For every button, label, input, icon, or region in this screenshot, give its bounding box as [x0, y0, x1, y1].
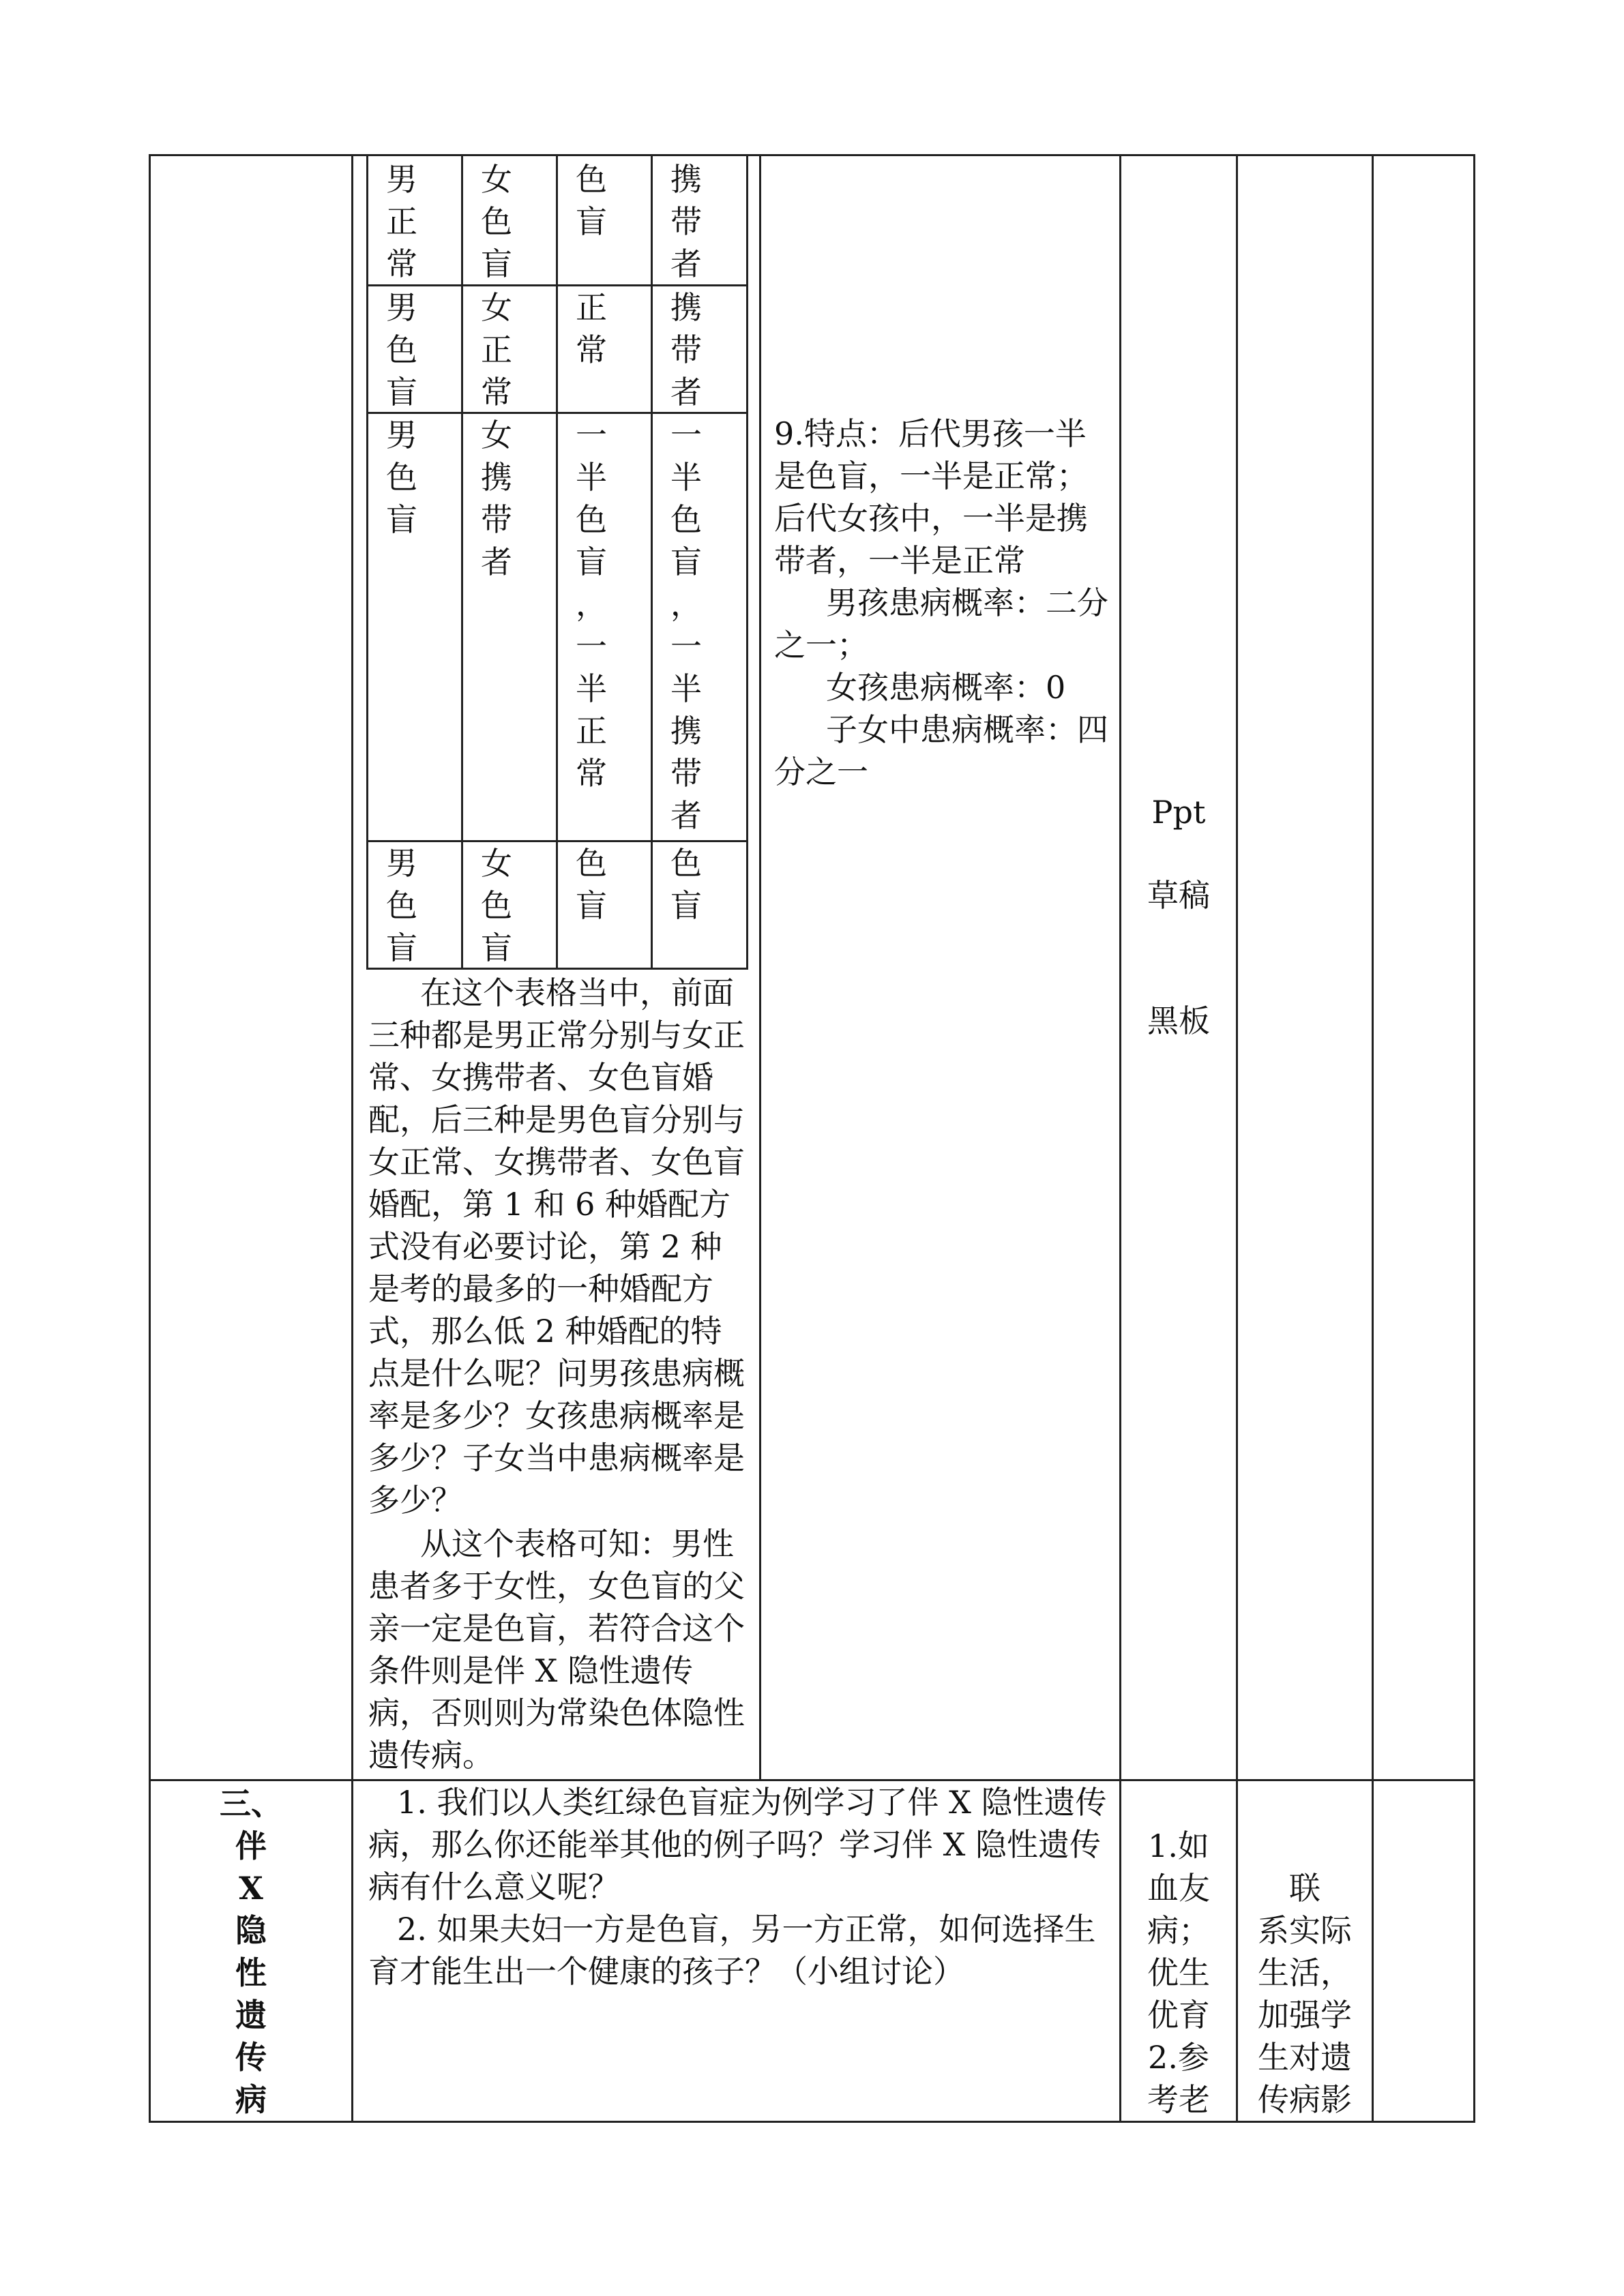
outer-bottom-line [149, 2121, 1475, 2123]
inner-cell: 男 正 常 [386, 161, 417, 282]
inner-cell: 男 色 盲 [386, 417, 417, 538]
purpose: 联 系实际 生活， 加强学 生对遗 传病影 [1258, 1870, 1352, 2118]
inner-col-line-0 [366, 154, 368, 970]
outer-col-line-2 [759, 154, 761, 1781]
media-ppt: Ppt [1151, 794, 1206, 831]
inner-cell: 男 色 盲 [386, 845, 417, 966]
inner-col-line-1 [461, 154, 463, 970]
inner-cell: 男 色 盲 [386, 289, 417, 411]
inner-cell: 色 盲 [576, 161, 607, 240]
outer-col-line-6 [1473, 154, 1475, 2123]
inner-col-line-4 [746, 154, 748, 970]
table-conclusion-paragraph: 从这个表格可知：男性患者多于女性，女色盲的父亲一定是色盲，若符合这个条件则是伴 X 隐性遗传病，否则则为常染色体隐性遗传病。 [368, 1525, 745, 1774]
inner-cell: 色 盲 [576, 845, 607, 924]
media-draft: 草稿 [1147, 877, 1210, 914]
outer-col-line-4 [1236, 154, 1238, 2123]
inner-cell: 携 带 者 [670, 289, 702, 411]
inner-cell: 女 色 盲 [481, 161, 512, 282]
inner-cell: 正 常 [576, 289, 607, 368]
question-2: 2. 如果夫妇一方是色盲，另一方正常，如何选择生育才能生出一个健康的孩子？（小组讨论） [368, 1911, 1096, 1990]
inner-cell: 女 正 常 [481, 289, 512, 411]
question-1: 1. 我们以人类红绿色盲症为例学习了伴 X 隐性遗传病，那么你还能举其他的例子吗？学习伴 X 隐性遗传病有什么意义呢？ [368, 1784, 1107, 1905]
inner-cell: 携 带 者 [670, 161, 702, 282]
inner-col-line-2 [556, 154, 558, 970]
inner-cell: 一 半 色 盲 ， 一 半 正 常 [576, 417, 607, 792]
inner-cell: 女 携 带 者 [481, 417, 512, 580]
child-probability: 子女中患病概率：四分之一 [774, 711, 1108, 790]
inner-col-line-3 [651, 154, 653, 970]
outer-col-line-5 [1372, 154, 1374, 2123]
section-heading: 三、 伴 X 隐 性 遗 传 病 [220, 1785, 282, 2118]
table-explanation-paragraph: 在这个表格当中，前面三种都是男正常分别与女正常、女携带者、女色盲婚配，后三种是男色盲分别与女正常、女携带者、女色盲婚配，第 1 和 6 种婚配方式没有必要讨论，第 2 种是考的最多的一种婚配方式，那么低 2 种婚配的特点是什么呢？问男孩患病概率是多少？女孩患病概率是多少？子女当中患病概率是多少？ [368, 974, 745, 1519]
inner-cell: 一 半 色 盲 ， 一 半 携 带 者 [670, 417, 702, 834]
result-characteristics: 9.特点：后代男孩一半是色盲，一半是正常；后代女孩中，一半是携带者，一半是正常 [774, 415, 1088, 579]
boy-probability: 男孩患病概率：二分之一； [774, 584, 1108, 664]
outer-col-line-1 [351, 154, 353, 2123]
inner-cell: 色 盲 [670, 845, 702, 924]
outer-top-line [149, 154, 1475, 156]
answers: 1.如 血友 病； 优生 优育 2.参 考老 [1147, 1828, 1210, 2118]
inner-cell: 女 色 盲 [481, 845, 512, 966]
media-blackboard: 黑板 [1147, 1002, 1210, 1039]
girl-probability: 女孩患病概率：0 [826, 669, 1066, 706]
